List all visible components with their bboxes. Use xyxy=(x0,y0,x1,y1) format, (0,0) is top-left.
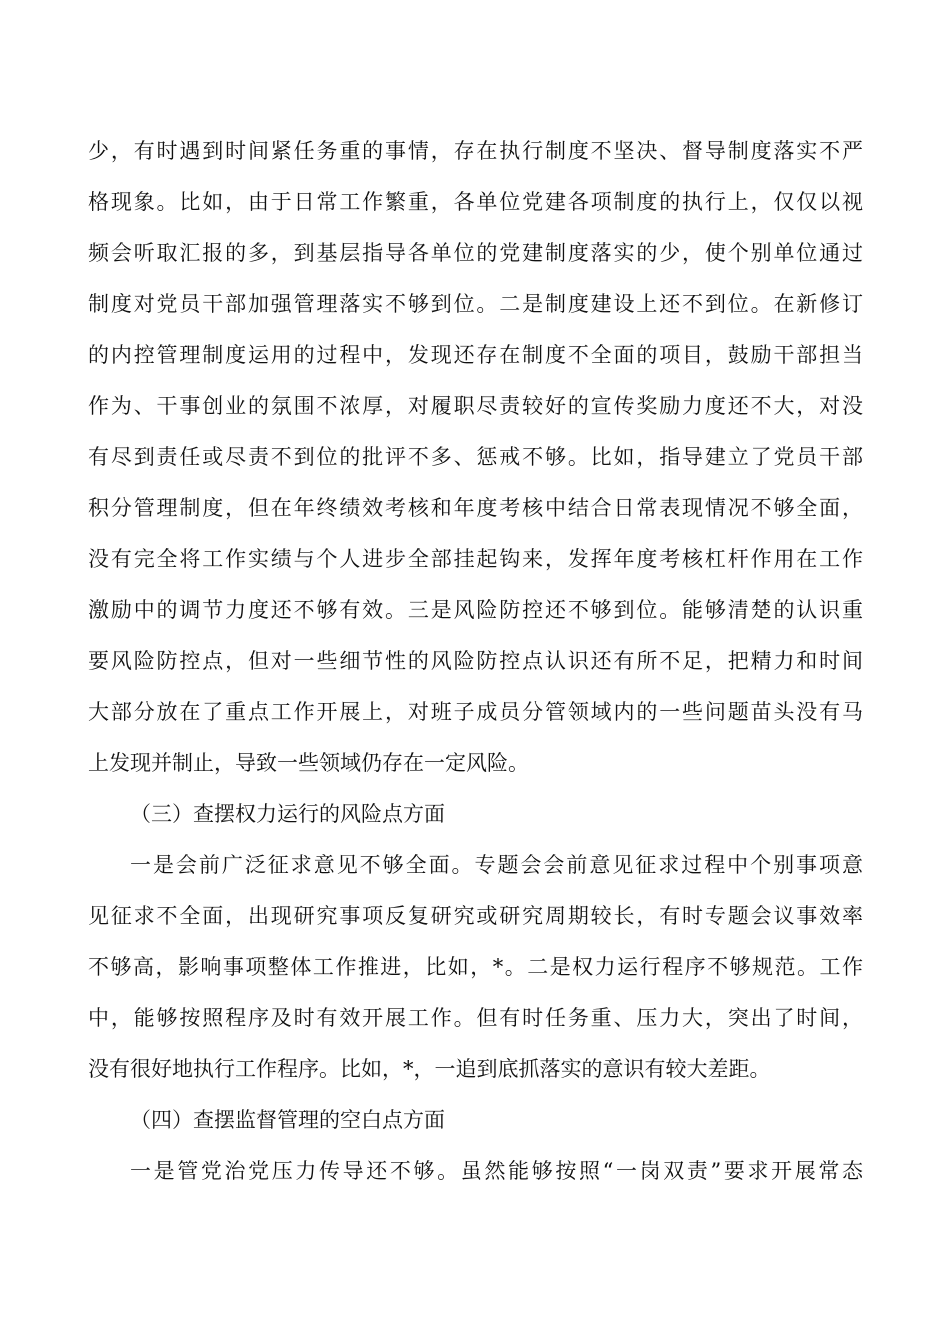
text-line: 没有完全将工作实绩与个人进步全部挂起钩来，发挥年度考核杠杆作用在工作 xyxy=(88,547,863,571)
text-line: 有尽到责任或尽责不到位的批评不多、惩戒不够。比如，指导建立了党员干部 xyxy=(88,445,863,469)
text-line: 要风险防控点，但对一些细节性的风险防控点认识还有所不足，把精力和时间 xyxy=(88,649,863,673)
text-line: 少，有时遇到时间紧任务重的事情，存在执行制度不坚决、督导制度落实不严 xyxy=(88,139,863,163)
text-line: 见征求不全面，出现研究事项反复研究或研究周期较长，有时专题会议事效率 xyxy=(88,904,863,928)
text-line: 频会听取汇报的多，到基层指导各单位的党建制度落实的少，使个别单位通过 xyxy=(88,241,863,265)
text-line: 大部分放在了重点工作开展上，对班子成员分管领域内的一些问题苗头没有马 xyxy=(88,700,863,724)
text-line: 激励中的调节力度还不够有效。三是风险防控还不够到位。能够清楚的认识重 xyxy=(88,598,863,622)
section-heading-4: （四）查摆监督管理的空白点方面 xyxy=(130,1108,445,1132)
text-line: 作为、干事创业的氛围不浓厚，对履职尽责较好的宣传奖励力度还不大，对没 xyxy=(88,394,863,418)
text-line: 不够高，影响事项整体工作推进，比如，*。二是权力运行程序不够规范。工作 xyxy=(88,955,863,979)
text-line: 没有很好地执行工作程序。比如，*，一追到底抓落实的意识有较大差距。 xyxy=(88,1057,771,1081)
text-line: 积分管理制度，但在年终绩效考核和年度考核中结合日常表现情况不够全面， xyxy=(88,496,863,520)
text-line: 一是会前广泛征求意见不够全面。专题会会前意见征求过程中个别事项意 xyxy=(130,853,863,877)
text-line: 一是管党治党压力传导还不够。虽然能够按照“一岗双责”要求开展常态 xyxy=(130,1159,863,1183)
text-line: 制度对党员干部加强管理落实不够到位。二是制度建设上还不到位。在新修订 xyxy=(88,292,863,316)
paragraph-1 xyxy=(88,126,863,789)
paragraph-2 xyxy=(88,840,863,1095)
text-line: 的内控管理制度运用的过程中，发现还存在制度不全面的项目，鼓励干部担当 xyxy=(88,343,863,367)
section-heading-3: （三）查摆权力运行的风险点方面 xyxy=(130,802,445,826)
text-line: 格现象。比如，由于日常工作繁重，各单位党建各项制度的执行上，仅仅以视 xyxy=(88,190,863,214)
document-page xyxy=(88,126,863,1197)
text-line: 上发现并制止，导致一些领域仍存在一定风险。 xyxy=(88,751,529,775)
paragraph-3 xyxy=(88,1146,863,1197)
text-line: 中，能够按照程序及时有效开展工作。但有时任务重、压力大，突出了时间， xyxy=(88,1006,863,1030)
